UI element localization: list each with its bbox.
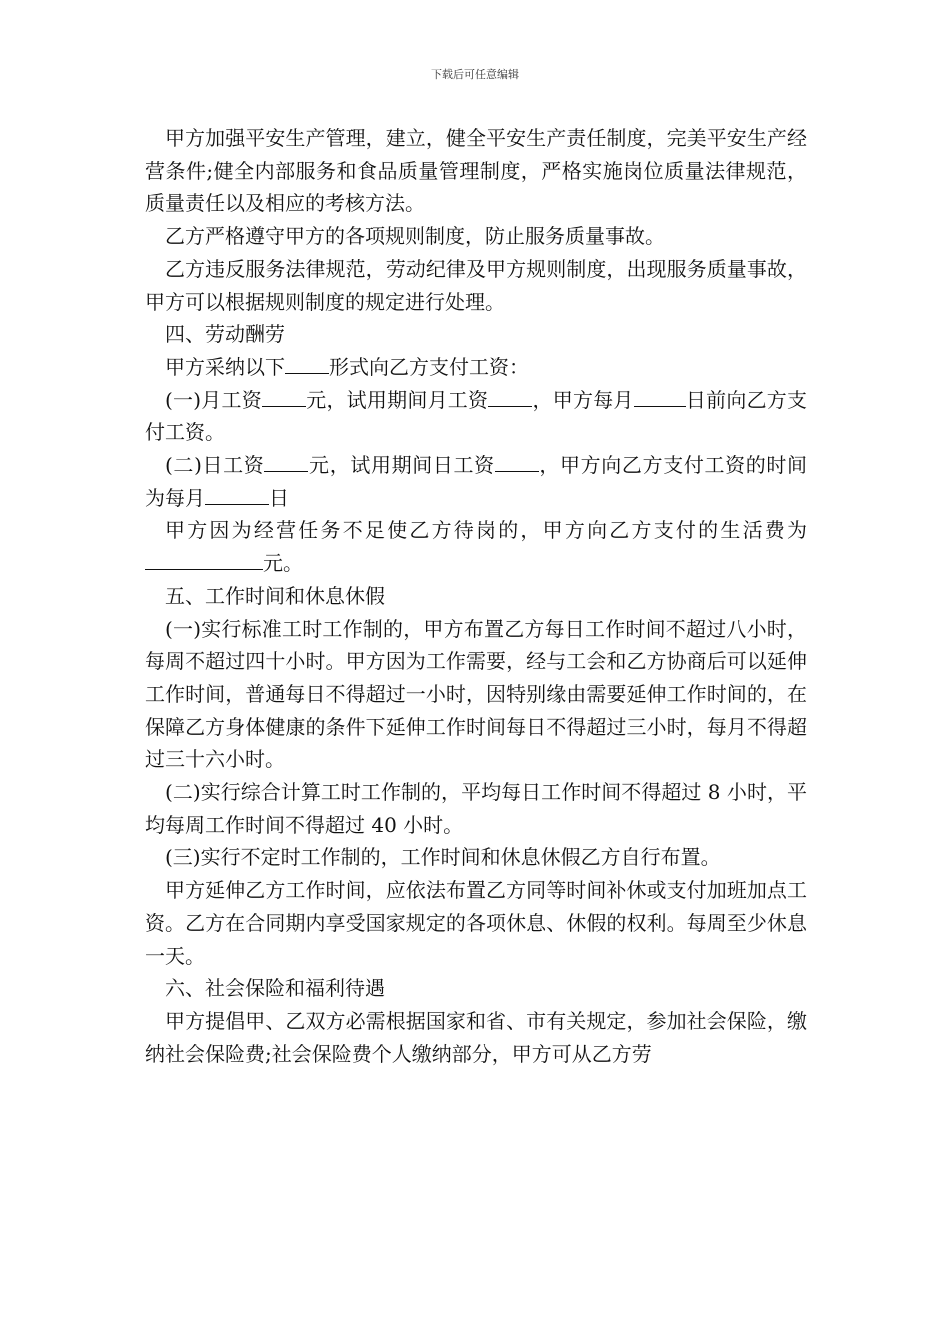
standby-text-b: 元。: [263, 551, 303, 576]
wage-form-text-a: 甲方采纳以下: [165, 354, 285, 379]
monthly-wage-text-b: 元，试用期间月工资: [305, 387, 489, 412]
section-heading-working-hours: 五、工作时间和休息休假: [165, 583, 385, 608]
paragraph-safety-management: 甲方加强平安生产管理，建立，健全平安生产责任制度，完美平安生产经营条件;健全内部服务和食品质量管理制度，严格实施岗位质量法律规范，质量责任以及相应的考核方法。: [145, 126, 807, 216]
blank-line: [285, 353, 329, 374]
section-heading-insurance: 六、社会保险和福利待遇: [165, 976, 385, 1001]
daily-wage-text-d: 日: [269, 485, 289, 510]
paragraph-daily-wage: [145, 449, 807, 514]
daily-wage-text-b: 元，试用期间日工资: [308, 453, 495, 478]
blank-line: [264, 451, 308, 472]
paragraph-overtime: 甲方延伸乙方工作时间，应依法布置乙方同等时间补休或支付加班加点工资。乙方在合同期内享受国家规定的各项休息、休假的权利。每周至少休息一天。: [145, 878, 807, 968]
daily-wage-text-c: ，甲方向乙方支付工资的时间为每月: [145, 453, 808, 510]
standby-text-a: 甲方因为经营任务不足使乙方待岗的，甲方向乙方支付的生活费为: [165, 518, 807, 543]
paragraph-social-insurance: 甲方提倡甲、乙双方必需根据国家和省、市有关规定，参加社会保险，缴纳社会保险费;社会保险费个人缴纳部分，甲方可从乙方劳: [145, 1008, 807, 1066]
paragraph-comply-rules: 乙方严格遵守甲方的各项规则制度，防止服务质量事故。: [165, 224, 665, 249]
blank-line: [262, 386, 306, 407]
blank-line: [495, 451, 539, 472]
document-body: [145, 122, 807, 1070]
monthly-wage-text-a: (一)月工资: [165, 387, 262, 412]
paragraph-comprehensive-hours: (二)实行综合计算工时工作制的，平均每日工作时间不得超过 8 小时，平均每周工作时间不得超过 40 小时。: [145, 780, 807, 837]
blank-line: [205, 484, 269, 505]
blank-line: [634, 386, 686, 407]
blank-line: [488, 386, 532, 407]
daily-wage-text-a: (二)日工资: [165, 453, 265, 478]
paragraph-wage-form: [145, 351, 807, 384]
header-note: 下载后可任意编辑: [431, 68, 519, 81]
wage-form-text-b: 形式向乙方支付工资：: [329, 354, 529, 379]
paragraph-standard-hours: (一)实行标准工时工作制的，甲方布置乙方每日工作时间不超过八小时，每周不超过四十小时。甲方因为工作需要，经与工会和乙方协商后可以延伸工作时间，普通每日不得超过一小时，因特别缘由需要延伸工作时间的，在保障乙方身体健康的条件下延伸工作时间每日不得超过三小时，每月不得超过三十六小时。: [145, 616, 807, 772]
paragraph-monthly-wage: [145, 384, 807, 449]
blank-line: [145, 549, 263, 570]
monthly-wage-text-d: 日前向乙方支付工资。: [145, 387, 808, 445]
paragraph-violation: 乙方违反服务法律规范，劳动纪律及甲方规则制度，出现服务质量事故，甲方可以根据规则制度的规定进行处理。: [145, 256, 807, 314]
paragraph-standby-allowance: [145, 514, 807, 579]
section-heading-remuneration: 四、劳动酬劳: [165, 322, 285, 347]
monthly-wage-text-c: ，甲方每月: [532, 387, 634, 412]
paragraph-flexible-hours: (三)实行不定时工作制的，工作时间和休息休假乙方自行布置。: [165, 845, 721, 870]
